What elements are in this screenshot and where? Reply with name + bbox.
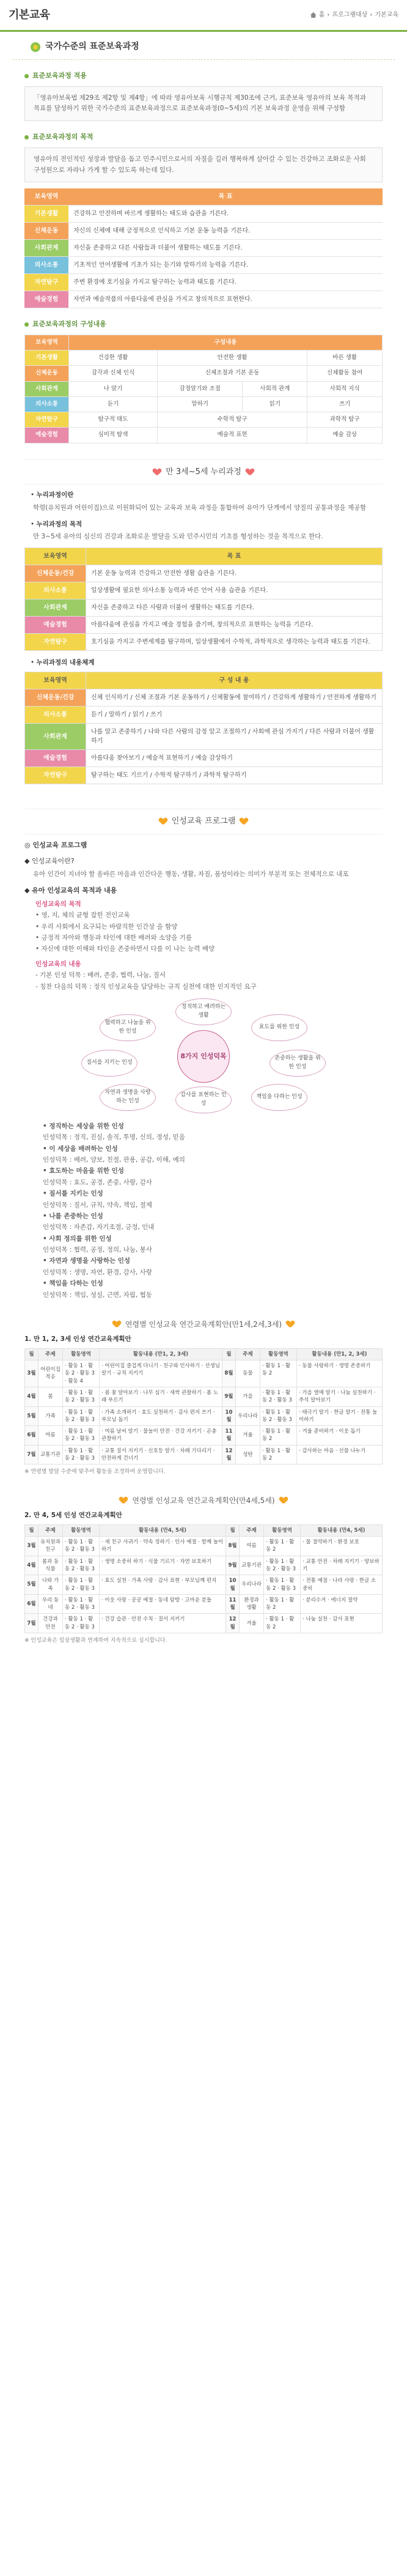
table-row: 기본생활 건강한 생활 안전한 생활 바른 생활 bbox=[25, 351, 383, 366]
list-item: • 자연과 생명을 사랑하는 인성 인성덕목 : 생명, 자연, 환경, 감사, 사랑 bbox=[43, 1257, 152, 1276]
table-row: 신체운동 감각과 신체 인식 신체조절과 기본 운동 신체활동 참여 bbox=[25, 366, 383, 381]
virtue-diagram bbox=[63, 998, 344, 1115]
plan-cell-t: 환경과 생활 bbox=[240, 1594, 264, 1614]
list-item: • 영, 지, 체의 균형 잡힌 전인교육 bbox=[35, 911, 130, 919]
list-item: • 우리 사회에서 요구되는 바람직한 인간상 을 함양 bbox=[35, 922, 178, 930]
heart-icon bbox=[287, 1321, 294, 1327]
list-item: - 기본 인성 덕목 : 배려, 존중, 협력, 나눔, 질서 bbox=[35, 971, 166, 979]
plan-cell-t: 봄 bbox=[38, 1387, 63, 1406]
subtitle-text: 국가수준의 표준보육과정 bbox=[45, 42, 139, 51]
plan-cell-a: · 활동 1 · 활동 2 · 활동 3 bbox=[63, 1556, 100, 1575]
plan-cell-t: 여름 bbox=[240, 1536, 264, 1556]
breadcrumb-item[interactable]: 프로그램대상 bbox=[332, 12, 368, 18]
plan-cell-t: 성탄 bbox=[235, 1445, 260, 1464]
breadcrumb-item[interactable]: 홈 bbox=[318, 12, 325, 18]
bullet-icon bbox=[24, 135, 29, 139]
nuri-content-table: 보육영역 구 성 내 용 신체운동/건강 신체 인식하기 / 신체 조절과 기본 운동하기 / 신체활동에 참여하기 / 건강하게 생활하기 / 안전하게 생활하기 의사소통 듣기 / 말하기 / 읽기 / 쓰기 사회관계 나를 알고 존중하기 / 나와 다른 사람의 감정 알고 조절하기 / 사회에 관심 가지기 / 다른 사람과 더불어 생활하기 예술경험 아름다움 찾아보기 / 예술적 표현하기 / 예술 감상하기 자연탐구 탐구하는 태도 기르기 / 수학적 탐구하기 / 과학적 탐구하기 bbox=[24, 672, 383, 784]
plan-cell-t: 동물 bbox=[235, 1360, 260, 1387]
plan-cell-d: · 교통 안전 · 차례 지키기 · 양보하기 bbox=[301, 1556, 383, 1575]
table-row: 사회관계 자신을 존중하고 다른 사람들과 더불어 생활하는 태도를 기른다. bbox=[24, 240, 383, 257]
plan-cell-m: 8월 bbox=[222, 1360, 235, 1387]
bullet-icon bbox=[24, 74, 29, 78]
breadcrumb: 홈 › 프로그램대상 › 기본교육 bbox=[310, 10, 398, 20]
plan-cell-a: · 활동 1 · 활동 2 · 활동 3 bbox=[264, 1556, 301, 1575]
table-row: 의사소통 듣기 / 말하기 / 읽기 / 쓰기 bbox=[25, 707, 383, 724]
plan-cell-m: 7월 bbox=[25, 1614, 38, 1633]
plan-cell-a: · 활동 1 · 활동 2 · 활동 3 bbox=[63, 1614, 100, 1633]
section-heading: 표준보육과정의 구성내용 bbox=[24, 319, 383, 330]
table-header: 보육영역 bbox=[24, 188, 68, 206]
plan-cell-a: · 활동 1 · 활동 2 · 활동 3 bbox=[63, 1445, 100, 1464]
table-row: 예술경험 자연과 예술작품의 아름다움에 관심을 가지고 창의적으로 표현한다. bbox=[24, 291, 383, 308]
heart-icon bbox=[160, 818, 167, 825]
diagram-node: 정직하고 배려하는 생활 bbox=[175, 998, 232, 1025]
list-item: • 책임을 다하는 인성 인성덕목 : 책임, 성실, 근면, 자립, 협동 bbox=[43, 1280, 152, 1299]
flower-icon bbox=[31, 42, 40, 52]
diagram-node: 감사를 표현하는 인성 bbox=[175, 1086, 232, 1113]
plan-table: 월 주제 활동영역 활동내용 (만4, 5세) 월 주제 활동영역 활동내용 (만4, 5세) 3월 유치원과 친구 · 활동 1 · 활동 2 · 활동 3 · 새 친구 사귀기 · 약속 정하기 · 인사 예절 · 함께 놀이하기 8월 여름 · 활동 1 · 활동 2 · 물 절약하기 · 환경 보호 4월 봄과 동식물 · 활동 1 · 활동 2 · 활동 3 · 생명 소중히 하기 · 식물 기르기 · 자연 보호하기 9월 교통기관 · 활동 1 · 활동 2 · 활동 3 · 교통 안전 · 차례 지키기 · 양보하기 5월 나와 가족 · 활동 1 · 활동 2 · 활동 3 · 효도 실천 · 가족 사랑 · 감사 표현 · 부모님께 편지 10월 우리나라 · 활동 1 · 활동 2 · 활동 3 · 전통 예절 · 나라 사랑 · 한글 소중히 6월 우리 동네 · 활동 1 · 활동 2 · 활동 3 · 이웃 사랑 · 공공 예절 · 동네 탐방 · 고마운 분들 11월 환경과 생활 · 활동 1 · 활동 2 · 분리수거 · 에너지 절약 7월 건강과 안전 · 활동 1 · 활동 2 · 활동 3 · 건강 습관 · 안전 수칙 · 질서 지키기 12월 겨울 · 활동 1 · 활동 2 · 나눔 실천 · 감사 표현 bbox=[24, 1524, 383, 1633]
bullet-icon bbox=[24, 322, 29, 327]
plan-cell-m: 10월 bbox=[226, 1575, 240, 1595]
section-banner: 만 3세~5세 누리과정 bbox=[24, 459, 383, 485]
table-row bbox=[25, 1360, 383, 1387]
table-header: 구성내용 bbox=[69, 335, 383, 350]
plan-cell-d: · 새 친구 사귀기 · 약속 정하기 · 인사 예절 · 함께 놀이하기 bbox=[100, 1536, 226, 1556]
plan-cell-d: · 가족 소개하기 · 효도 실천하기 · 감사 편지 쓰기 · 부모님 돕기 bbox=[100, 1406, 222, 1426]
plan-cell-t: 겨울 bbox=[235, 1426, 260, 1446]
table-row bbox=[25, 1426, 383, 1446]
plan-cell-d: · 봄 꽃 알아보기 · 나무 심기 · 새싹 관찰하기 · 봄 노래 부르기 bbox=[100, 1387, 222, 1406]
plan-cell-t: 가족 bbox=[38, 1406, 63, 1426]
list-item: • 자신에 대한 이해와 타인을 존중하면서 다를 이 나는 능력 배양 bbox=[35, 945, 215, 953]
plan-cell-m: 6월 bbox=[25, 1594, 38, 1614]
plan-cell-a: · 활동 1 · 활동 2 · 활동 3 bbox=[264, 1575, 301, 1595]
plan-cell-t: 우리나라 bbox=[235, 1406, 260, 1426]
table-row: 의사소통 듣기 말하기 읽기 쓰기 bbox=[25, 396, 383, 412]
nuri-goal: 만 3~5세 유아의 심신의 건강과 조화로운 발달을 도와 민주시민의 기초를 형성하는 것을 목적으로 한다. bbox=[33, 533, 323, 541]
plan-cell-d: · 나눔 실천 · 감사 표현 bbox=[301, 1614, 383, 1633]
plan-cell-t: 우리나라 bbox=[240, 1575, 264, 1595]
list-item: - 칭찬 다음의 덕목 : 정직 인성교육을 담당하는 규칙 실천에 대한 인지적인 요구 bbox=[35, 982, 257, 990]
plan-cell-t: 여름 bbox=[38, 1426, 63, 1446]
plan-cell-t: 우리 동네 bbox=[38, 1594, 63, 1614]
plan-cell-a: · 활동 1 · 활동 2 bbox=[264, 1614, 301, 1633]
plan-cell-m: 11월 bbox=[222, 1426, 235, 1446]
list-item: • 긍정적 자아와 행동과 타인에 대한 배려와 소양을 기름 bbox=[35, 934, 193, 942]
plan-cell-m: 8월 bbox=[226, 1536, 240, 1556]
section-subtitle bbox=[12, 32, 395, 60]
table-row: 신체운동 자신의 신체에 대해 긍정적으로 인식하고 기본 운동 능력을 기른다. bbox=[24, 223, 383, 240]
page-header bbox=[0, 0, 407, 32]
heart-icon bbox=[120, 1497, 127, 1504]
plan-cell-d: · 여름 날씨 알기 · 물놀이 안전 · 건강 지키기 · 곤충 관찰하기 bbox=[100, 1426, 222, 1446]
table-row: 사회관계 자신을 존중하고 다른 사람과 더불어 생활하는 태도를 기른다. bbox=[25, 599, 383, 617]
plan-cell-a: · 활동 1 · 활동 2 · 활동 3 bbox=[260, 1406, 296, 1426]
plan-cell-m: 4월 bbox=[25, 1556, 38, 1575]
table-row bbox=[25, 1575, 383, 1595]
plan-table: 월 주제 활동영역 활동내용 (만1, 2, 3세) 월 주제 활동영역 활동내용 (만1, 2, 3세) 3월 어린이집 적응 · 활동 1 · 활동 2 · 활동 3 · 활동 4 · 어린이집 즐겁게 다니기 · 친구와 인사하기 · 선생님 알기 · 규칙 지키기 8월 동물 · 활동 1 · 활동 2 · 동물 사랑하기 · 생명 존중하기 4월 봄 · 활동 1 · 활동 2 · 활동 3 · 봄 꽃 알아보기 · 나무 심기 · 새싹 관찰하기 · 봄 노래 부르기 9월 가을 · 활동 1 · 활동 2 · 활동 3 · 가을 열매 알기 · 나눔 실천하기 · 추석 알아보기 5월 가족 · 활동 1 · 활동 2 · 활동 3 · 가족 소개하기 · 효도 실천하기 · 감사 편지 쓰기 · 부모님 돕기 10월 우리나라 · 활동 1 · 활동 2 · 활동 3 · 태극기 알기 · 한글 알기 · 전통 놀이하기 6월 여름 · 활동 1 · 활동 2 · 활동 3 · 여름 날씨 알기 · 물놀이 안전 · 건강 지키기 · 곤충 관찰하기 11월 겨울 · 활동 1 · 활동 2 · 겨울 준비하기 · 이웃 돕기 7월 교통기관 · 활동 1 · 활동 2 · 활동 3 · 교통 질서 지키기 · 신호등 알기 · 차례 기다리기 · 안전하게 건너기 12월 성탄 · 활동 1 · 활동 2 · 감사하는 마음 · 선물 나누기 bbox=[24, 1348, 383, 1465]
table-row: 예술경험 심미적 탐색 예술적 표현 예술 감상 bbox=[25, 428, 383, 443]
heart-icon bbox=[240, 818, 248, 825]
plan-cell-a: · 활동 1 · 활동 2 bbox=[264, 1536, 301, 1556]
diagram-node: 효도를 위한 인성 bbox=[251, 1014, 307, 1041]
section-banner: 인성교육 프로그램 bbox=[24, 809, 383, 834]
plan-cell-m: 9월 bbox=[222, 1387, 235, 1406]
plan-cell-a: · 활동 1 · 활동 2 bbox=[264, 1594, 301, 1614]
plan-cell-a: · 활동 1 · 활동 2 · 활동 3 bbox=[63, 1387, 100, 1406]
plan-cell-d: · 감사하는 마음 · 선물 나누기 bbox=[296, 1445, 382, 1464]
main-content: 표준보육과정 적용 「영유아보육법 제29조 제2항 및 제4항」에 따라 영유아보육 시행규칙 제30조에 근거, 표준보육 영유아의 보육 목적과 목표를 달성하기 위한 국가수준의 표준보육과정으로 표준보육과정(0~5세)의 기본 보육과정 운영을 위해 구성함 표준보육과정의 목적 영유아의 전인적인 성장과 발달을 돕고 민주시민으로서의 자질을 길러 행복하게 살아갈 수 있는 건강하고 조화로운 사회 구성원으로 자라나 가게 할 수 있도록 하는데 있다. 보육영역 목 표 기본생활 건강하고 안전하며 바르게 생활하는 태도와 습관을 기른다. 신체운동 자신의 신체에 대해 긍정적으로 인식하고 기본 운동 능력을 기른다. 사회관계 자신을 존중하고 다른 사람들과 더불어 생활하는 태도를 기른다. 의사소통 기초적인 언어생활에 기초가 되는 듣기와 말하기의 능력을 기른다. 자연탐구 주변 환경에 호기심을 가지고 탐구하는 능력과 태도를 기른다. 예술경험 자연과 예술작품의 아름다움에 관심을 가지고 창의적으로 표현한다. 표준보육과정의 구성내용 보육영역 구성내용 기본생활 건강한 생활 안전한 생활 바른 생활 신체운동 감각과 신체 인식 신체조절과 기본 운동 신체활동 참여 사회관계 나 알기 감정알기와 조절 사회적 관계 사회적 지식 의사소통 듣기 말하기 읽기 쓰기 자연탐구 탐구적 태도 수학적 탐구 과학적 탐구 예술경험 심미적 탐색 예술적 표현 예술 감상 만 3세~5세 누리과정 • 누리과정이란 학령(유치원과 어린이집)으로 이원화되어 있는 교육과 보육 과정을 통합하여 유아가 단계에서 양질의 공통과정을 제공함 • 누리과정의 목적 만 3~5세 유아의 심신의 건강과 조화로운 발달을 도와 민주시민의 기초를 형성하는 것을 목적으로 한다. 보육영역 목 표 신체운동/건강 기본 운동 능력과 건강하고 안전한 생활 습관을 기른다. 의사소통 일상생활에 필요한 의사소통 능력과 바른 언어 사용 습관을 기른다. 사회관계 자신을 존중하고 다른 사람과 더불어 생활하는 태도를 기른다. 예술경험 아름다움에 관심을 가지고 예술 경험을 즐기며, 창의적으로 표현하는 능력을 기른다. 자연탐구 호기심을 가지고 주변세계를 탐구하며, 일상생활에서 수학적, 과학적으로 생각하는 능력과 태도를 기른다. • 누리과정의 내용체계 보육영역 구 성 내 용 신체운동/건강 신체 인식하기 / 신체 조절과 기본 운동하기 / 신체활동에 참여하기 / 건강하게 생활하기 / 안전하게 생활하기 의사소통 듣기 / 말하기 / 읽기 / 쓰기 사회관계 나를 알고 존중하기 / 나와 다른 사람의 감정 알고 조절하기 / 사회에 관심 가지기 / 다른 사람과 더불어 생활하기 예술경험 아름다움 찾아보기 / 예술적 표현하기 / 예술 감상하기 자연탐구 탐구하는 태도 기르기 / 수학적 탐구하기 / 과학적 탐구하기 인성교육 프로그램 ◎ 인성교육 프로그램 ◆ 인성교육이란? 유아 인간이 지녀야 할 올바른 마음과 인간다운 행동, 생활, 자질, 품성이라는 의미가 부분적 또는 전체적으로 내포 ◆ 유아 인성교육의 목적과 내용 인성교육의 목적 • 영, 지, 체의 균형 잡힌 전인교육 • 우리 사회에서 요구되는 바람직한 인간상 을 함양 • 긍정적 자아와 행동과 타인에 대한 배려와 소양을 기름 • 자신에 대한 이해와 타인을 존중하면서 다를 이 나는 능력 배양 인성교육의 내용 - 기본 인성 덕목 : 배려, 존중, 협력, 나눔, 질서 - 칭찬 다음의 덕목 : 정직 인성교육을 담당하는 규칙 실천에 대한 인지적인 요구 8가지 인성덕목 정직하고 배려하는 생활 협력하고 나눔을 위한 인성 효도를 위한 인성 질서를 지키는 인성 존중하는 생활을 위한 인성 자연과 생명을 사랑하는 인성 책임을 다하는 인성 감사를 표현하는 인성 • 정직하는 세상을 위한 인성 인성덕목 : 정직, 진실, 솔직, 투명, 신의, 정성, 믿음 • 이 세상을 배려하는 인성 인성덕목 : 배려, 양보, 친절, 관용, 공감, 이해, 예의 • 효도하는 마음을 위한 인성 인성덕목 : 효도, 공경, 존중, 사랑, 감사 • 질서를 지키는 인성 인성덕목 : 질서, 규칙, 약속, 책임, 절제 • 나를 존중하는 인성 인성덕목 : 자존감, 자기조절, 긍정, 인내 • 사회 정의를 위한 인성 인성덕목 : 협력, 공정, 정의, 나눔, 봉사 • 자연과 생명을 사랑하는 인성 인성덕목 : 생명, 자연, 환경, 감사, 사랑 • 책임을 다하는 인성 인성덕목 : 책임, 성실, 근면, 자립, 협동 연령별 인성교육 연간교육계획안(만1세,2세,3세) 1. 만 1, 2, 3세 인성 연간교육계획안 월 주제 활동영역 활동내용 (만1, 2, 3세) 월 주제 활동영역 활동내용 (만1, 2, 3세) 3월 어린이집 적응 · 활동 1 · 활동 2 · 활동 3 · 활동 4 · 어린이집 즐겁게 다니기 · 친구와 인사하기 · 선생님 알기 · 규칙 지키기 8월 동물 · 활동 1 · 활동 2 · 동물 사랑하기 · 생명 존중하기 4월 봄 · 활동 1 · 활동 2 · 활동 3 · 봄 꽃 알아보기 · 나무 심기 · 새싹 관찰하기 · 봄 노래 부르기 9월 가을 · 활동 1 · 활동 2 · 활동 3 · 가을 열매 알기 · 나눔 실천하기 · 추석 알아보기 5월 가족 · 활동 1 · 활동 2 · 활동 3 · 가족 소개하기 · 효도 실천하기 · 감사 편지 쓰기 · 부모님 돕기 10월 우리나라 · 활동 1 · 활동 2 · 활동 3 · 태극기 알기 · 한글 알기 · 전통 놀이하기 6월 여름 · 활동 1 · 활동 2 · 활동 3 · 여름 날씨 알기 · 물놀이 안전 · 건강 지키기 · 곤충 관찰하기 11월 겨울 · 활동 1 · 활동 2 · 겨울 준비하기 · 이웃 돕기 7월 교통기관 · 활동 1 · 활동 2 · 활동 3 · 교통 질서 지키기 · 신호등 알기 · 차례 기다리기 · 안전하게 건너기 12월 성탄 · 활동 1 · 활동 2 · 감사하는 마음 · 선물 나누기 ※ 연령별 발달 수준에 맞추어 활동을 조정하여 운영합니다. 연령별 인성교육 연간교육계획안(만4세,5세) 2. 만 4, 5세 인성 연간교육계획안 월 주제 활동영역 활동내용 (만4, 5세) 월 주제 활동영역 활동내용 (만4, 5세) 3월 유치원과 친구 · 활동 1 · 활동 2 · 활동 3 · 새 친구 사귀기 · 약속 정하기 · 인사 예절 · 함께 놀이하기 8월 여름 · 활동 1 · 활동 2 · 물 절약하기 · 환경 보호 4월 봄과 동식물 · 활동 1 · 활동 2 · 활동 3 · 생명 소중히 하기 · 식물 기르기 · 자연 보호하기 9월 교통기관 · 활동 1 · 활동 2 · 활동 3 · 교통 안전 · 차례 지키기 · 양보하기 5월 나와 가족 · 활동 1 · 활동 2 · 활동 3 · 효도 실천 · 가족 사랑 · 감사 표현 · 부모님께 편지 10월 우리나라 · 활동 1 · 활동 2 · 활동 3 · 전통 예절 · 나라 사랑 · 한글 소중히 6월 우리 동네 · 활동 1 · 활동 2 · 활동 3 · 이웃 사랑 · 공공 예절 · 동네 탐방 · 고마운 분들 11월 환경과 생활 · 활동 1 · 활동 2 · 분리수거 · 에너지 절약 7월 건강과 안전 · 활동 1 · 활동 2 · 활동 3 · 건강 습관 · 안전 수칙 · 질서 지키기 12월 겨울 · 활동 1 · 활동 2 · 나눔 실천 · 감사 표현 ※ 인성교육은 일상생활과 연계하여 지속적으로 실시합니다. bbox=[0, 71, 407, 1646]
plan-cell-d: · 동물 사랑하기 · 생명 존중하기 bbox=[296, 1360, 382, 1387]
plan-cell-a: · 활동 1 · 활동 2 bbox=[260, 1360, 296, 1387]
table-row: 예술경험 아름다움 찾아보기 / 예술적 표현하기 / 예술 감상하기 bbox=[25, 750, 383, 767]
table-row: 기본생활 건강하고 안전하며 바르게 생활하는 태도와 습관을 기른다. bbox=[24, 206, 383, 223]
list-item: • 사회 정의를 위한 인성 인성덕목 : 협력, 공정, 정의, 나눔, 봉사 bbox=[43, 1234, 152, 1254]
plan-cell-m: 3월 bbox=[25, 1536, 38, 1556]
table-row: 신체운동/건강 신체 인식하기 / 신체 조절과 기본 운동하기 / 신체활동에 참여하기 / 건강하게 생활하기 / 안전하게 생활하기 bbox=[25, 689, 383, 707]
table-row: 사회관계 나를 알고 존중하기 / 나와 다른 사람의 감정 알고 조절하기 / 사회에 관심 가지기 / 다른 사람과 더불어 생활하기 bbox=[25, 724, 383, 750]
plan-cell-a: · 활동 1 · 활동 2 · 활동 3 · 활동 4 bbox=[63, 1360, 100, 1387]
list-item: • 나를 존중하는 인성 인성덕목 : 자존감, 자기조절, 긍정, 인내 bbox=[43, 1212, 155, 1231]
plan-cell-a: · 활동 1 · 활동 2 · 활동 3 bbox=[63, 1406, 100, 1426]
table-row bbox=[25, 1387, 383, 1406]
plan-cell-m: 10월 bbox=[222, 1406, 235, 1426]
plan-cell-a: · 활동 1 · 활동 2 · 활동 3 bbox=[63, 1594, 100, 1614]
goal-table bbox=[24, 188, 383, 308]
diagram-node: 질서를 지키는 인성 bbox=[81, 1050, 138, 1077]
table-row bbox=[25, 1594, 383, 1614]
plan-cell-d: · 겨울 준비하기 · 이웃 돕기 bbox=[296, 1426, 382, 1446]
list-item: • 효도하는 마음을 위한 인성 인성덕목 : 효도, 공경, 존중, 사랑, 감사 bbox=[43, 1167, 152, 1186]
plan-banner: 연령별 인성교육 연간교육계획안(만4세,5세) bbox=[24, 1495, 383, 1506]
table-row bbox=[25, 1556, 383, 1575]
info-box: 「영유아보육법 제29조 제2항 및 제4항」에 따라 영유아보육 시행규칙 제30조에 근거, 표준보육 영유아의 보육 목적과 목표를 달성하기 위한 국가수준의 표준보육과정으로 표준보육과정(0~5세)의 기본 보육과정 운영을 위해 구성함 bbox=[24, 86, 383, 122]
table-row: 자연탐구 주변 환경에 호기심을 가지고 탐구하는 능력과 태도를 기른다. bbox=[24, 274, 383, 291]
section-heading: 표준보육과정의 목적 bbox=[24, 132, 383, 143]
diagram-node: 책임을 다하는 인성 bbox=[251, 1084, 307, 1111]
table-row: 의사소통 일상생활에 필요한 의사소통 능력과 바른 언어 사용 습관을 기른다. bbox=[25, 582, 383, 599]
table-row: 자연탐구 호기심을 가지고 주변세계를 탐구하며, 일상생활에서 수학적, 과학적으로 생각하는 능력과 태도를 기른다. bbox=[25, 634, 383, 651]
diagram-node: 자연과 생명을 사랑하는 인성 bbox=[100, 1084, 156, 1111]
heart-icon bbox=[246, 469, 254, 475]
heart-icon bbox=[280, 1497, 287, 1504]
plan-cell-a: · 활동 1 · 활동 2 bbox=[260, 1445, 296, 1464]
plan-cell-m: 5월 bbox=[25, 1575, 38, 1595]
plan-cell-d: · 가을 열매 알기 · 나눔 실천하기 · 추석 알아보기 bbox=[296, 1387, 382, 1406]
plan-cell-m: 6월 bbox=[25, 1426, 38, 1446]
plan-cell-a: · 활동 1 · 활동 2 bbox=[260, 1426, 296, 1446]
list-item: • 누리과정이란 bbox=[31, 491, 74, 499]
plan-cell-a: · 활동 1 · 활동 2 · 활동 3 bbox=[63, 1426, 100, 1446]
list-item: • 누리과정의 목적 bbox=[31, 520, 82, 528]
table-row bbox=[25, 1445, 383, 1464]
plan-cell-m: 4월 bbox=[25, 1387, 38, 1406]
plan-cell-m: 7월 bbox=[25, 1445, 38, 1464]
plan-cell-m: 12월 bbox=[226, 1614, 240, 1633]
content-table bbox=[24, 335, 383, 444]
table-row: 자연탐구 탐구적 태도 수학적 탐구 과학적 탐구 bbox=[25, 412, 383, 428]
plan-cell-m: 9월 bbox=[226, 1556, 240, 1575]
plan-cell-t: 가을 bbox=[235, 1387, 260, 1406]
table-row: 사회관계 나 알기 감정알기와 조절 사회적 관계 사회적 지식 bbox=[25, 381, 383, 396]
plan-cell-t: 나와 가족 bbox=[38, 1575, 63, 1595]
plan-cell-t: 겨울 bbox=[240, 1614, 264, 1633]
plan-cell-d: · 교통 질서 지키기 · 신호등 알기 · 차례 기다리기 · 안전하게 건너기 bbox=[100, 1445, 222, 1464]
plan-cell-m: 3월 bbox=[25, 1360, 38, 1387]
table-row: 자연탐구 탐구하는 태도 기르기 / 수학적 탐구하기 / 과학적 탐구하기 bbox=[25, 767, 383, 784]
table-row bbox=[25, 1536, 383, 1556]
plan-cell-m: 12월 bbox=[222, 1445, 235, 1464]
heart-icon bbox=[113, 1321, 120, 1327]
nuri-list bbox=[31, 491, 383, 500]
virtue-list bbox=[24, 1121, 383, 1301]
plan-cell-d: · 건강 습관 · 안전 수칙 · 질서 지키기 bbox=[100, 1614, 226, 1633]
plan-cell-t: 어린이집 적응 bbox=[38, 1360, 63, 1387]
table-row bbox=[25, 1614, 383, 1633]
diagram-node: 존중하는 생활을 위한 인성 bbox=[270, 1050, 326, 1077]
plan-cell-d: · 효도 실천 · 가족 사랑 · 감사 표현 · 부모님께 편지 bbox=[100, 1575, 226, 1595]
plan-cell-a: · 활동 1 · 활동 2 · 활동 3 bbox=[63, 1536, 100, 1556]
heart-icon bbox=[153, 469, 161, 475]
plan-cell-t: 건강과 안전 bbox=[38, 1614, 63, 1633]
table-row bbox=[25, 1406, 383, 1426]
plan-cell-d: · 생명 소중히 하기 · 식물 기르기 · 자연 보호하기 bbox=[100, 1556, 226, 1575]
breadcrumb-item[interactable]: 기본교육 bbox=[375, 12, 398, 18]
plan-cell-t: 교통기관 bbox=[38, 1445, 63, 1464]
plan-cell-m: 11월 bbox=[226, 1594, 240, 1614]
plan-cell-d: · 이웃 사랑 · 공공 예절 · 동네 탐방 · 고마운 분들 bbox=[100, 1594, 226, 1614]
list-item: • 누리과정의 내용체계 bbox=[31, 659, 95, 667]
plan-cell-d: · 분리수거 · 에너지 절약 bbox=[301, 1594, 383, 1614]
list-item: • 이 세상을 배려하는 인성 인성덕목 : 배려, 양보, 친절, 관용, 공감, 이해, 예의 bbox=[43, 1145, 185, 1164]
plan-cell-d: · 어린이집 즐겁게 다니기 · 친구와 인사하기 · 선생님 알기 · 규칙 지키기 bbox=[100, 1360, 222, 1387]
info-box: 영유아의 전인적인 성장과 발달을 돕고 민주시민으로서의 자질을 길러 행복하게 살아갈 수 있는 건강하고 조화로운 사회 구성원으로 자라나 가게 할 수 있도록 하는데 있다. bbox=[24, 147, 383, 183]
plan-cell-d: · 전통 예절 · 나라 사랑 · 한글 소중히 bbox=[301, 1575, 383, 1595]
plan-cell-a: · 활동 1 · 활동 2 · 활동 3 bbox=[63, 1575, 100, 1595]
plan-cell-t: 봄과 동식물 bbox=[38, 1556, 63, 1575]
plan-cell-d: · 물 절약하기 · 환경 보호 bbox=[301, 1536, 383, 1556]
table-row: 신체운동/건강 기본 운동 능력과 건강하고 안전한 생활 습관을 기른다. bbox=[25, 565, 383, 582]
page-title: 기본교육 bbox=[9, 9, 50, 21]
insung-heading: ◎ 인성교육 프로그램 bbox=[24, 841, 87, 849]
diagram-node: 협력하고 나눔을 위한 인성 bbox=[100, 1014, 156, 1041]
plan-cell-t: 유치원과 친구 bbox=[38, 1536, 63, 1556]
section-heading: 표준보육과정 적용 bbox=[24, 71, 383, 81]
nuri-goal-table: 보육영역 목 표 신체운동/건강 기본 운동 능력과 건강하고 안전한 생활 습관을 기른다. 의사소통 일상생활에 필요한 의사소통 능력과 바른 언어 사용 습관을 기른다. 사회관계 자신을 존중하고 다른 사람과 더불어 생활하는 태도를 기른다. 예술경험 아름다움에 관심을 가지고 예술 경험을 즐기며, 창의적으로 표현하는 능력을 기른다. 자연탐구 호기심을 가지고 주변세계를 탐구하며, 일상생활에서 수학적, 과학적으로 생각하는 능력과 태도를 기른다. bbox=[24, 547, 383, 651]
diagram-center: 8가지 인성덕목 bbox=[177, 1030, 230, 1083]
list-item: • 질서를 지키는 인성 인성덕목 : 질서, 규칙, 약속, 책임, 절제 bbox=[43, 1190, 152, 1209]
table-row: 의사소통 기초적인 언어생활에 기초가 되는 듣기와 말하기의 능력을 기른다. bbox=[24, 257, 383, 274]
plan-cell-m: 5월 bbox=[25, 1406, 38, 1426]
table-row: 예술경험 아름다움에 관심을 가지고 예술 경험을 즐기며, 창의적으로 표현하는 능력을 기른다. bbox=[25, 617, 383, 634]
table-header: 보육영역 bbox=[25, 335, 69, 350]
plan-cell-d: · 태극기 알기 · 한글 알기 · 전통 놀이하기 bbox=[296, 1406, 382, 1426]
home-icon[interactable] bbox=[310, 12, 317, 18]
table-header: 목 표 bbox=[68, 188, 383, 206]
list-item: • 정직하는 세상을 위한 인성 인성덕목 : 정직, 진실, 솔직, 투명, 신의, 정성, 믿음 bbox=[43, 1122, 185, 1141]
nuri-intro: 학령(유치원과 어린이집)으로 이원화되어 있는 교육과 보육 과정을 통합하여 유아가 단계에서 양질의 공통과정을 제공함 bbox=[33, 503, 367, 511]
plan-cell-a: · 활동 1 · 활동 2 · 활동 3 bbox=[260, 1387, 296, 1406]
plan-banner: 연령별 인성교육 연간교육계획안(만1세,2세,3세) bbox=[24, 1319, 383, 1330]
plan-cell-t: 교통기관 bbox=[240, 1556, 264, 1575]
